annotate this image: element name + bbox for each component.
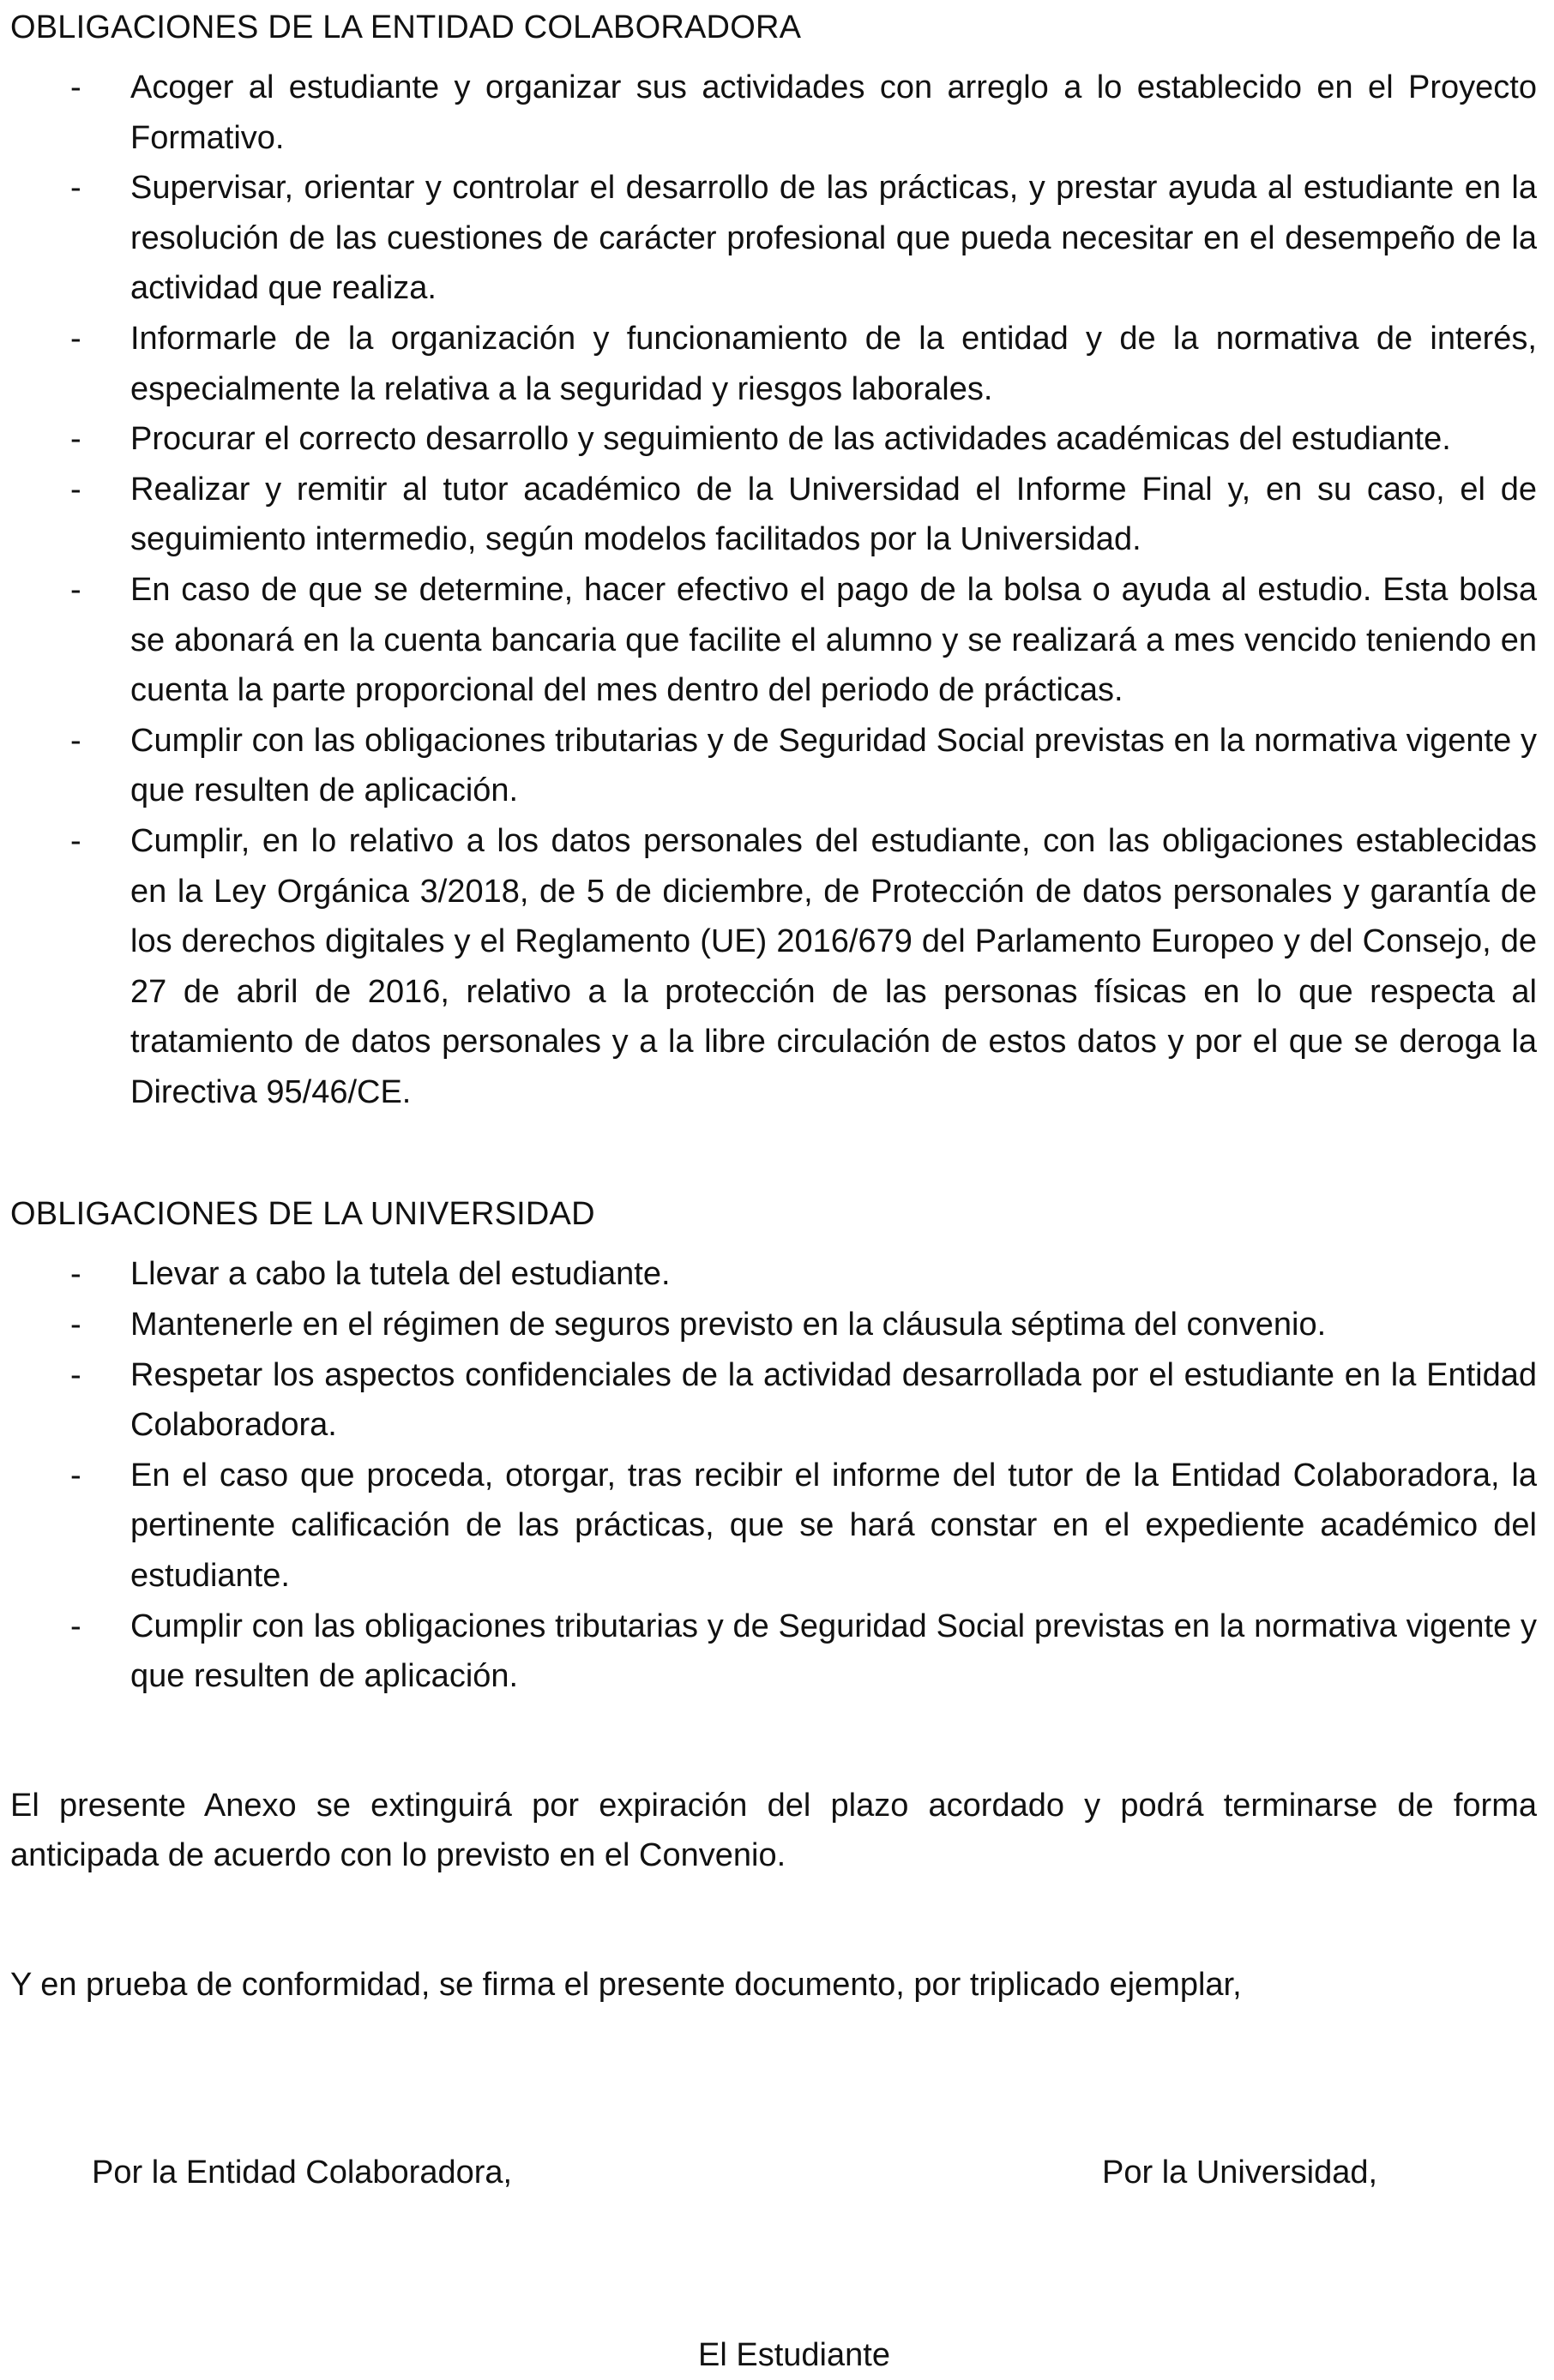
list-item-text: Cumplir, en lo relativo a los datos personales del estudiante, con las obligaciones establecidas en la Ley Orgánica 3/2018, de 5 de diciembre, de Protección de datos personales y garantía de los derechos digitales y el Reglamento (UE) 2016/679 del Parlamento Europeo y del Consejo, de 27 de abril de 2016, relativo a la protección de las personas físicas en lo que respecta al tratamiento de datos personales y a la libre circulación de estos datos y por el que se deroga la Directiva 95/46/CE. [130,822,1537,1110]
list-item [10,1451,1537,1602]
bullet-dash: - [70,69,81,105]
bullet-dash: - [70,822,81,859]
bullet-dash: - [70,421,81,458]
university-signature-label: Por la Universidad, [1102,2155,1378,2191]
list-item [10,1249,1537,1300]
entity-obligations-list [10,63,1537,1117]
bullet-dash: - [70,1256,81,1293]
university-obligations-list [10,1249,1537,1701]
list-item [10,314,1537,414]
list-item [10,414,1537,465]
bullet-dash: - [70,471,81,508]
student-signature-label: El Estudiante [698,2337,890,2373]
list-item [10,1350,1537,1451]
document-page [10,0,1537,2010]
proof-paragraph: Y en prueba de conformidad, se firma el presente documento, por triplicado ejemplar, [10,1967,1242,2003]
list-item-text: Realizar y remitir al tutor académico de la Universidad el Informe Final y, en su caso, el de seguimiento intermedio, según modelos facilitados por la Universidad. [130,471,1537,558]
list-item-text: Procurar el correcto desarrollo y seguimiento de las actividades académicas del estudiante. [130,421,1451,458]
list-item [10,1300,1537,1350]
bullet-dash: - [70,722,81,759]
list-item-text: Supervisar, orientar y controlar el desarrollo de las prácticas, y prestar ayuda al estudiante en la resolución de las cuestiones de carácter profesional que pueda necesitar en el desempeño de la actividad que realiza. [130,170,1537,307]
list-item-text: En el caso que proceda, otorgar, tras recibir el informe del tutor de la Entidad Colaboradora, la pertinente calificación de las prácticas, que se hará constar en el expediente académico del estudiante. [130,1457,1537,1595]
list-item [10,716,1537,816]
bullet-dash: - [70,1457,81,1494]
list-item [10,1602,1537,1702]
list-item-text: Llevar a cabo la tutela del estudiante. [130,1256,671,1293]
list-item-text: En caso de que se determine, hacer efectivo el pago de la bolsa o ayuda al estudio. Esta bolsa se abonará en la cuenta bancaria que facilite el alumno y se realizará a mes vencido teniendo en cuenta la parte proporcional del mes dentro del periodo de prácticas. [130,571,1537,709]
bullet-dash: - [70,1307,81,1343]
list-item-text: Informarle de la organización y funcionamiento de la entidad y de la normativa de interés, especialmente la relativa a la seguridad y riesgos laborales. [130,320,1537,407]
bullet-dash: - [70,170,81,207]
list-item-text: Respetar los aspectos confidenciales de la actividad desarrollada por el estudiante en la Entidad Colaboradora. [130,1356,1537,1444]
list-item-text: Cumplir con las obligaciones tributarias y de Seguridad Social previstas en la normativa vigente y que resulten de aplicación. [130,722,1537,809]
list-item [10,163,1537,314]
bullet-dash: - [70,320,81,357]
bullet-dash: - [70,571,81,608]
list-item [10,63,1537,163]
list-item-text: Mantenerle en el régimen de seguros previsto en la cláusula séptima del convenio. [130,1307,1327,1343]
list-item [10,816,1537,1118]
bullet-dash: - [70,1608,81,1644]
entity-signature-label: Por la Entidad Colaboradora, [92,2155,513,2191]
list-item [10,565,1537,716]
bullet-dash: - [70,1356,81,1393]
entity-obligations-heading: OBLIGACIONES DE LA ENTIDAD COLABORADORA [10,9,802,45]
list-item-text: Cumplir con las obligaciones tributarias y de Seguridad Social previstas en la normativa vigente y que resulten de aplicación. [130,1608,1537,1695]
closing-paragraph: El presente Anexo se extinguirá por expiración del plazo acordado y podrá terminarse de forma anticipada de acuerdo con lo previsto en el Convenio. [10,1787,1537,1874]
list-item [10,465,1537,565]
university-obligations-heading: OBLIGACIONES DE LA UNIVERSIDAD [10,1196,595,1233]
list-item-text: Acoger al estudiante y organizar sus actividades con arreglo a lo establecido en el Proyecto Formativo. [130,69,1537,156]
